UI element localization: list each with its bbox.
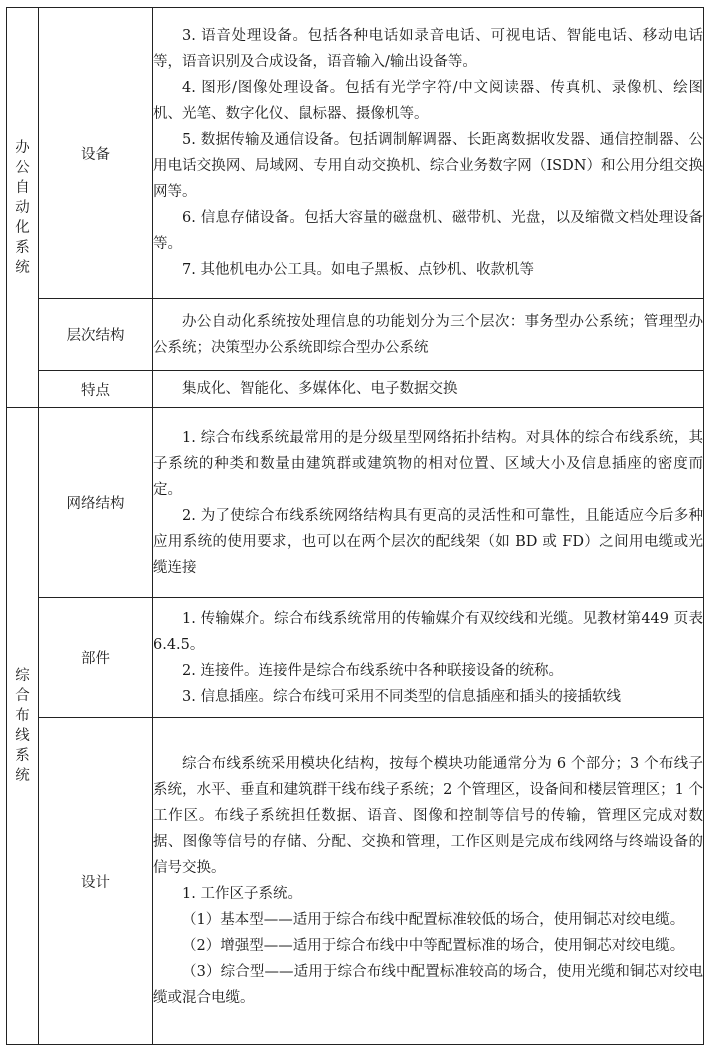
paragraph: 2. 连接件。连接件是综合布线系统中各种联接设备的统称。 <box>182 662 563 679</box>
paragraph: （3）综合型——适用于综合布线中配置标准较高的场合，使用光缆和铜芯对绞电缆或混合电缆。 <box>153 964 703 1006</box>
item-cell: 设计 <box>39 718 153 1045</box>
table-row <box>7 299 704 371</box>
paragraph: 5. 数据传输及通信设备。包括调制解调器、长距离数据收发器、通信控制器、公用电话交换网、局域网、专用自动交换机、综合业务数字网（ISDN）和公用分组交换网等。 <box>153 132 703 200</box>
content-cell <box>153 371 704 408</box>
paragraph: （2）增强型——适用于综合布线中中等配置标准的场合，使用铜芯对绞电缆。 <box>182 938 685 954</box>
paragraph: 4. 图形/图像处理设备。包括有光学字符/中文阅读器、传真机、录像机、绘图机、光笔、数字化仪、鼠标器、摄像机等。 <box>153 80 703 122</box>
paragraph: 1. 工作区子系统。 <box>182 886 302 902</box>
paragraph: 集成化、智能化、多媒体化、电子数据交换 <box>182 381 458 397</box>
paragraph: （1）基本型——适用于综合布线中配置标准较低的场合，使用铜芯对绞电缆。 <box>182 912 685 928</box>
paragraph: 7. 其他机电办公工具。如电子黑板、点钞机、收款机等 <box>182 262 534 278</box>
content-cell <box>153 718 704 1045</box>
table-row <box>7 408 704 598</box>
paragraph: 综合布线系统采用模块化结构，按每个模块功能通常分为 6 个部分；3 个布线子系统，水平、垂直和建筑群干线布线子系统；2 个管理区，设备间和楼层管理区；1 个工作区。布线子系统担任数据、语音、图像和控制等信号的传输，管理区完成对数据、图像等信号的存储、分配、交换和管理，工作区则是完成布线网络与终端设备的信号交换。 <box>153 756 703 876</box>
paragraph: 办公自动化系统按处理信息的功能划分为三个层次：事务型办公系统；管理型办公系统；决策型办公系统即综合型办公系统 <box>153 313 703 356</box>
content-cell <box>153 299 704 371</box>
table-row <box>7 598 704 718</box>
system-cell <box>7 408 39 1045</box>
system-cell <box>7 8 39 408</box>
item-cell: 部件 <box>39 598 153 718</box>
system-name: 办公自动化系统 <box>15 139 30 276</box>
table-row <box>7 371 704 408</box>
item-cell: 网络结构 <box>39 408 153 598</box>
content-cell <box>153 598 704 718</box>
table-row <box>7 8 704 299</box>
paragraph: 6. 信息存储设备。包括大容量的磁盘机、磁带机、光盘，以及缩微文档处理设备等。 <box>153 210 703 252</box>
item-cell: 层次结构 <box>39 299 153 371</box>
paragraph: 3. 信息插座。综合布线可采用不同类型的信息插座和插头的接插软线 <box>182 688 621 705</box>
paragraph: 3. 语音处理设备。包括各种电话如录音电话、可视电话、智能电话、移动电话等，语音识别及合成设备，语音输入/输出设备等。 <box>153 28 703 70</box>
item-cell: 特点 <box>39 371 153 408</box>
content-cell <box>153 408 704 598</box>
item-cell: 设备 <box>39 8 153 299</box>
table-row <box>7 718 704 1045</box>
paragraph: 2. 为了使综合布线系统网络结构具有更高的灵活性和可靠性，且能适应今后多种应用系统的使用要求，也可以在两个层次的配线架（如 BD 或 FD）之间用电缆或光缆连接 <box>153 507 703 576</box>
content-table <box>6 7 704 1045</box>
content-cell <box>153 8 704 299</box>
system-name: 综合布线系统 <box>15 668 30 784</box>
paragraph: 1. 综合布线系统最常用的是分级星型网络拓扑结构。对具体的综合布线系统，其子系统的种类和数量由建筑群或建筑物的相对位置、区域大小及信息插座的密度而定。 <box>153 429 703 498</box>
paragraph: 1. 传输媒介。综合布线系统常用的传输媒介有双绞线和光缆。见教材第449 页表 6.4.5。 <box>153 610 703 653</box>
